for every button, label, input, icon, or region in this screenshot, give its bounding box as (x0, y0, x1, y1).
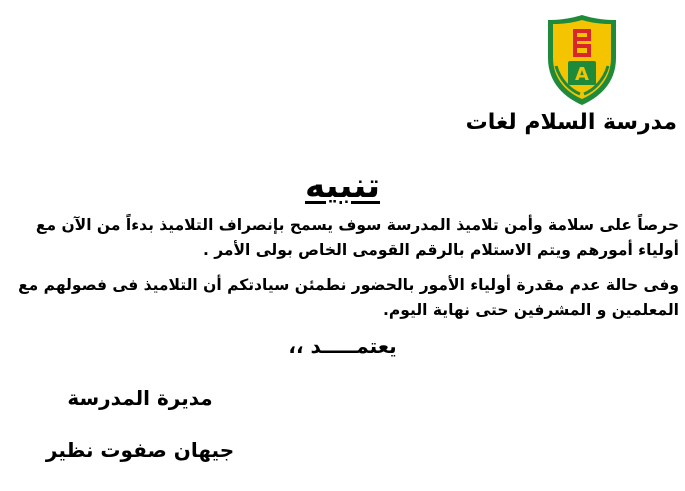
notice-paragraph-2: وفى حالة عدم مقدرة أولياء الأمور بالحضور نطمئن سيادتكم أن التلاميذ فى فصولهم مع المعلمين و المشرفين حتى نهاية اليوم. (18, 276, 679, 319)
principal-title: مديرة المدرسة (67, 386, 213, 410)
school-name: مدرسة السلام لغات (465, 110, 677, 135)
logo-letter: A (575, 64, 589, 85)
school-logo (546, 14, 618, 106)
notice-paragraph-1: حرصاً على سلامة وأمن تلاميذ المدرسة سوف يسمح بإنصراف التلاميذ بدءاً من الآن مع أولياء أمورهم ويتم الاستلام بالرقم القومى الخاص بولى الأمر . (35, 216, 679, 259)
principal-name: جيهان صفوت نظير (45, 438, 235, 462)
notice-title: تنبيه (304, 166, 381, 206)
approval-closing: يعتمـــــد ،، (288, 334, 397, 358)
